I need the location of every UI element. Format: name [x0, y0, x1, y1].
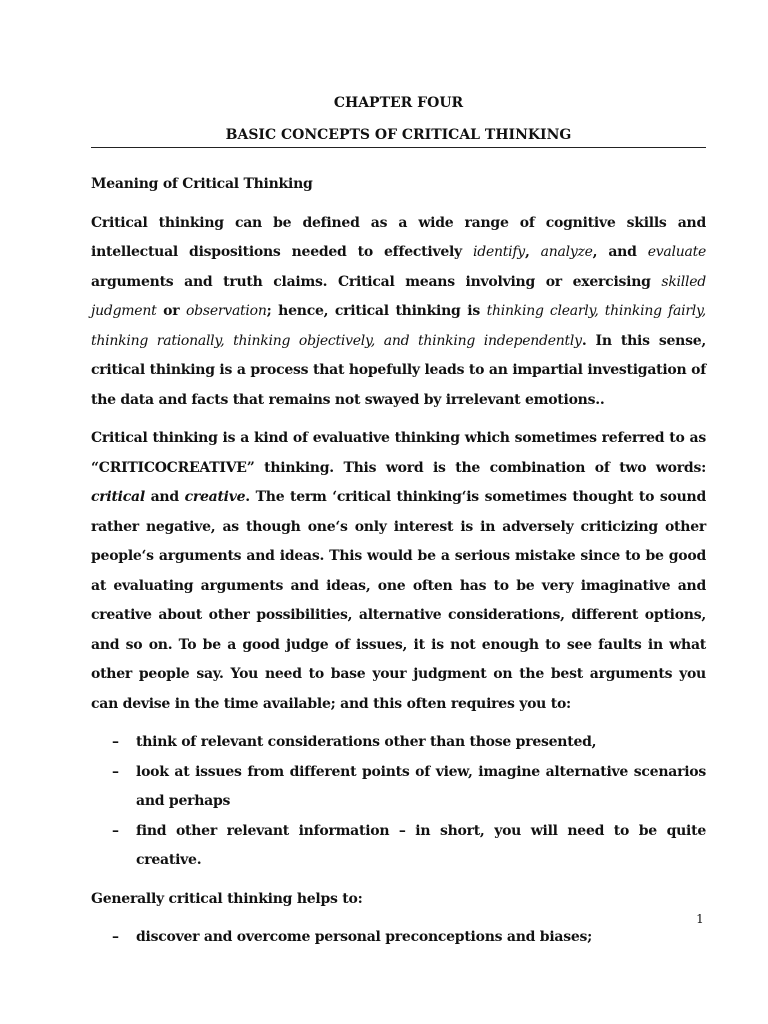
chapter-subtitle: BASIC CONCEPTS OF CRITICAL THINKING [225, 127, 572, 143]
dash-bullet: – [112, 822, 119, 839]
p1-text-2: , [524, 244, 541, 260]
p2-text-1: Critical thinking is a kind of evaluative thinking which sometimes referred to as “CRITICOCREATIVE” thinking. This word is the combination of two words: [91, 430, 706, 476]
p1-text-6: ; hence, critical thinking is [266, 303, 487, 319]
list-item [91, 817, 706, 876]
p1-italic-observation: observation [186, 303, 267, 319]
p1-text-7: . In this sense, critical thinking is a process that hopefully leads to an impartial investigation of the data and facts that remains not swayed by irrelevant emotions.. [91, 332, 707, 408]
dash-bullet: – [112, 763, 119, 780]
list-item-text: find other relevant information – in short, you will need to be quite creative. [136, 822, 706, 868]
p1-text-1: Critical thinking can be defined as a wide range of cognitive skills and intellectual dispositions needed to effectively [91, 214, 706, 260]
list-item [91, 758, 706, 817]
benefits-list [91, 923, 706, 953]
p2-text-2: and [144, 489, 185, 505]
list-item [91, 923, 706, 953]
p2-emph-creative: creative [184, 489, 246, 505]
p1-text-3: , and [592, 244, 648, 260]
p1-italic-analyze: analyze [540, 244, 593, 260]
p1-text-5: or [156, 303, 186, 319]
p1-italic-identify: identify [473, 244, 525, 260]
chapter-title: CHAPTER FOUR [333, 95, 464, 111]
page-number: 1 [696, 912, 704, 926]
list-item-text: look at issues from different points of view, imagine alternative scenarios and perhaps [136, 763, 706, 809]
title-divider [91, 147, 706, 148]
p1-italic-skilled-judgment: skilled judgment [91, 273, 706, 319]
requirements-list [91, 728, 706, 876]
p1-text-4: arguments and truth claims. Critical means involving or exercising [91, 273, 662, 290]
list-item [91, 728, 706, 758]
paragraph-criticocreative [91, 424, 706, 719]
document-body [91, 170, 706, 962]
p2-text-3: . The term ‘critical thinking‘is sometimes thought to sound rather negative, as though one‘s only interest is in adversely criticizing other people‘s arguments and ideas. This would be a serious mistake since to be good at evaluating arguments and ideas, one often has to be very imaginative and creative about other possibilities, alternative considerations, different options, and so on. To be a good judge of issues, it is not enough to see faults in what other people say. You need to base your judgment on the best arguments you can devise in the time available; and this often requires you to: [91, 489, 706, 712]
p1-italic-thinking-list: thinking clearly, thinking fairly, thinking rationally, thinking objectively, and thinking independently [91, 303, 706, 349]
section-heading: Meaning of Critical Thinking [91, 176, 313, 192]
paragraph-helps-to: Generally critical thinking helps to: [91, 890, 363, 907]
list-item-text: think of relevant considerations other than those presented, [136, 734, 597, 750]
dash-bullet: – [112, 929, 119, 945]
list-item-text: discover and overcome personal preconceptions and biases; [136, 929, 593, 945]
p1-italic-evaluate: evaluate [647, 244, 706, 260]
dash-bullet: – [112, 734, 119, 750]
paragraph-definition [91, 209, 706, 416]
p2-emph-critical: critical [91, 489, 145, 505]
